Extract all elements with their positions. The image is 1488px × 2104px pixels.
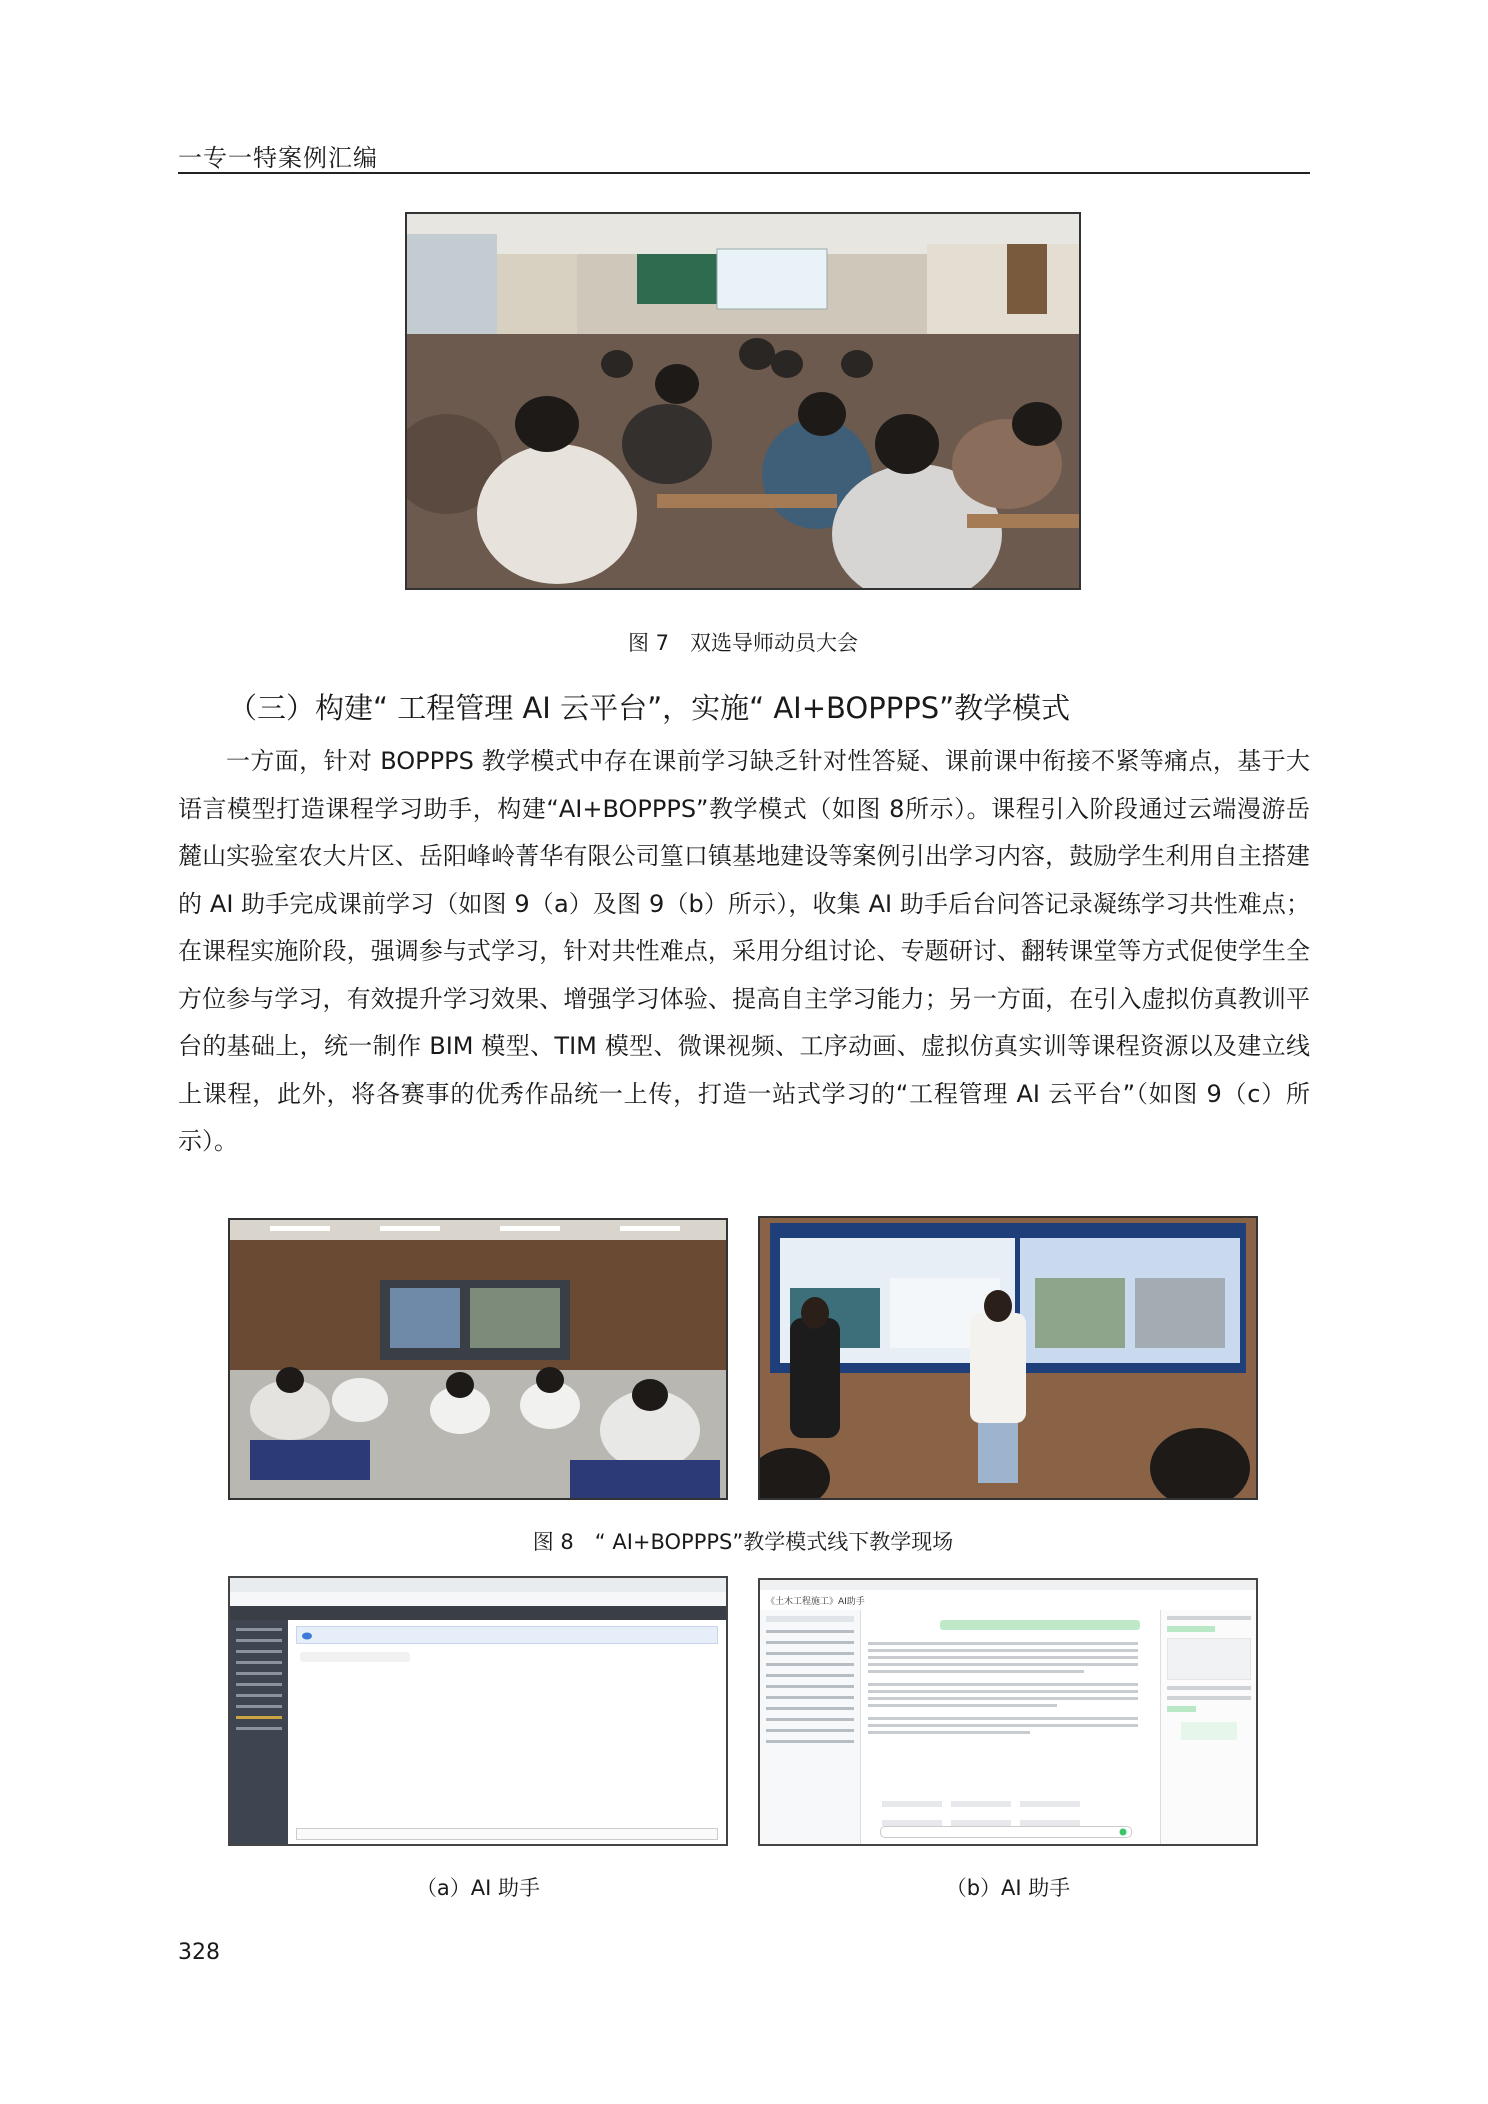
classroom-illustration bbox=[230, 1220, 726, 1498]
message-input-box[interactable] bbox=[880, 1826, 1132, 1838]
body-paragraph: 一方面，针对 BOPPPS 教学模式中存在课前学习缺乏针对性答疑、课前课中衔接不紧等痛点，基于大语言模型打造课程学习助手，构建“AI+BOPPPS”教学模式（如图 8所示）。课程引入阶段通过云端漫游岳麓山实验室农大片区、岳阳峰岭菁华有限公司篁口镇基地建设等案例引出学习内容，鼓励学生利用自主搭建的 AI 助手完成课前学习（如图 9（a）及图 9（b）所示），收集 AI 助手后台问答记录凝练学习共性难点；在课程实施阶段，强调参与式学习，针对共性难点，采用分组讨论、专题研讨、翻转课堂等方式促使学生全方位参与学习，有效提升学习效果、增强学习体验、提高自主学习能力；另一方面，在引入虚拟仿真教训平台的基础上，统一制作 BIM 模型、TIM 模型、微课视频、工序动画、虚拟仿真实训等课程资源以及建立线上课程，此外，将各赛事的优秀作品统一上传，打造一站式学习的“工程管理 AI 云平台”（如图 9（c）所示）。 bbox=[178, 747, 1310, 1155]
chat-input-box[interactable] bbox=[296, 1828, 718, 1840]
cloud-icon bbox=[301, 1630, 313, 1640]
suggestion-chips bbox=[880, 1794, 1130, 1820]
chat-message-bubble bbox=[300, 1652, 410, 1662]
page-number: 328 bbox=[178, 1940, 220, 1965]
figure8-right-photo bbox=[758, 1216, 1258, 1500]
assistant-window-title: 《土木工程施工》AI助手 bbox=[766, 1597, 865, 1607]
user-message-bubble bbox=[940, 1620, 1140, 1630]
presentation-illustration bbox=[760, 1218, 1256, 1498]
figure9b-screenshot bbox=[758, 1578, 1258, 1846]
section-heading: （三）构建“ 工程管理 AI 云平台”，实施“ AI+BOPPPS”教学模式 bbox=[228, 691, 1071, 725]
browser-tab-bar bbox=[760, 1580, 1256, 1590]
assistant-response bbox=[868, 1638, 1138, 1788]
settings-panel bbox=[1160, 1610, 1257, 1844]
conversation-list-sidebar bbox=[760, 1610, 861, 1844]
chat-header-bar bbox=[296, 1626, 718, 1644]
body-paragraph-container bbox=[178, 738, 1310, 1166]
browser-address-bar bbox=[230, 1592, 726, 1607]
figure9a-caption: （a）AI 助手 bbox=[415, 1876, 541, 1900]
app-topbar bbox=[230, 1606, 726, 1620]
figure8-left-photo bbox=[228, 1218, 728, 1500]
header-rule bbox=[178, 172, 1310, 174]
lecture-hall-illustration bbox=[407, 214, 1079, 588]
running-header: 一专一特案例汇编 bbox=[178, 144, 378, 172]
send-icon[interactable] bbox=[1119, 1828, 1127, 1836]
app-sidebar bbox=[230, 1620, 288, 1844]
browser-tab-bar bbox=[230, 1578, 726, 1592]
figure8-caption: 图 8 “ AI+BOPPPS”教学模式线下教学现场 bbox=[532, 1530, 954, 1554]
figure9b-caption: （b）AI 助手 bbox=[945, 1876, 1071, 1900]
figure7-caption: 图 7 双选导师动员大会 bbox=[627, 631, 859, 655]
figure9a-screenshot bbox=[228, 1576, 728, 1846]
figure7-photo bbox=[405, 212, 1081, 590]
